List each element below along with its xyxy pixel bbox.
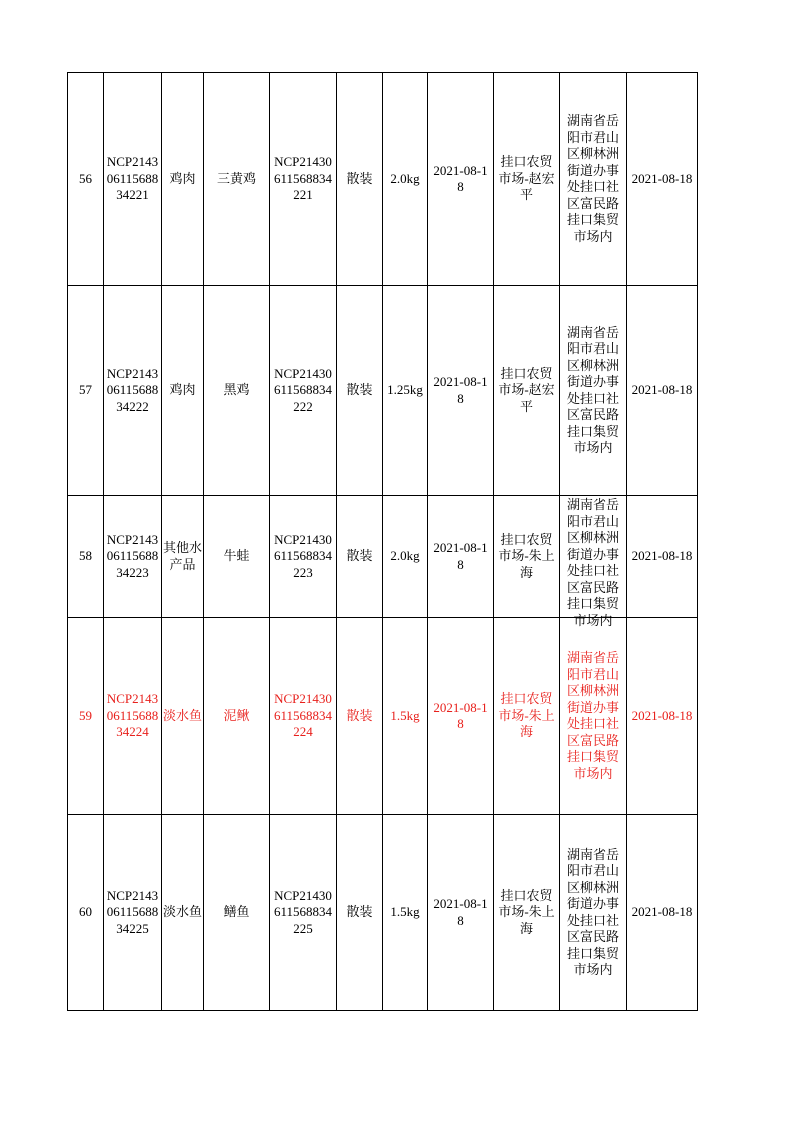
package-type: 散装	[337, 496, 383, 618]
sampling-date: 2021-08-18	[428, 73, 494, 286]
market-name: 挂口农贸市场-朱上海	[494, 496, 560, 618]
sample-id: NCP214306115688 34221	[104, 73, 162, 286]
package-type: 散装	[337, 815, 383, 1011]
row-number: 60	[68, 815, 104, 1011]
sample-name: 泥鳅	[204, 618, 270, 815]
package-type: 散装	[337, 618, 383, 815]
sample-code: NCP21430 611568834 221	[270, 73, 337, 286]
sample-code: NCP21430 611568834 223	[270, 496, 337, 618]
sample-name: 三黄鸡	[204, 73, 270, 286]
market-name: 挂口农贸市场-赵宏平	[494, 286, 560, 496]
sample-weight: 1.5kg	[383, 815, 428, 1011]
report-date: 2021-08-18	[627, 286, 698, 496]
market-name: 挂口农贸市场-朱上海	[494, 618, 560, 815]
sample-id: NCP214306115688 34223	[104, 496, 162, 618]
sample-id: NCP214306115688 34222	[104, 286, 162, 496]
table-row	[68, 73, 698, 286]
report-date: 2021-08-18	[627, 496, 698, 618]
sample-weight: 2.0kg	[383, 496, 428, 618]
market-address: 湖南省岳阳市君山区柳林洲街道办事处挂口社区富民路挂口集贸市场内	[560, 73, 627, 286]
food-category: 鸡肉	[162, 73, 204, 286]
market-address: 湖南省岳阳市君山区柳林洲街道办事处挂口社区富民路挂口集贸市场内	[560, 815, 627, 1011]
sample-id: NCP214306115688 34225	[104, 815, 162, 1011]
sampling-date: 2021-08-18	[428, 815, 494, 1011]
sample-code: NCP21430 611568834 225	[270, 815, 337, 1011]
table-row-highlighted	[68, 618, 698, 815]
sample-weight: 1.25kg	[383, 286, 428, 496]
sample-weight: 2.0kg	[383, 73, 428, 286]
row-number: 56	[68, 73, 104, 286]
report-date: 2021-08-18	[627, 815, 698, 1011]
food-category: 其他水产品	[162, 496, 204, 618]
sampling-date: 2021-08-18	[428, 286, 494, 496]
food-category: 鸡肉	[162, 286, 204, 496]
report-date: 2021-08-18	[627, 618, 698, 815]
table-row	[68, 496, 698, 618]
food-category: 淡水鱼	[162, 815, 204, 1011]
row-number: 59	[68, 618, 104, 815]
sample-name: 牛蛙	[204, 496, 270, 618]
sampling-table	[67, 72, 698, 1011]
table-row	[68, 815, 698, 1011]
row-number: 57	[68, 286, 104, 496]
package-type: 散装	[337, 73, 383, 286]
sample-id: NCP214306115688 34224	[104, 618, 162, 815]
package-type: 散装	[337, 286, 383, 496]
market-address: 湖南省岳阳市君山区柳林洲街道办事处挂口社区富民路挂口集贸市场内	[560, 286, 627, 496]
table-row	[68, 286, 698, 496]
sample-code: NCP21430 611568834 224	[270, 618, 337, 815]
market-address: 湖南省岳阳市君山区柳林洲街道办事处挂口社区富民路挂口集贸市场内	[560, 496, 627, 618]
sampling-date: 2021-08-18	[428, 496, 494, 618]
sample-name: 鳝鱼	[204, 815, 270, 1011]
market-name: 挂口农贸市场-赵宏平	[494, 73, 560, 286]
sampling-date: 2021-08-18	[428, 618, 494, 815]
food-category: 淡水鱼	[162, 618, 204, 815]
sample-code: NCP21430 611568834 222	[270, 286, 337, 496]
sample-name: 黑鸡	[204, 286, 270, 496]
market-name: 挂口农贸市场-朱上海	[494, 815, 560, 1011]
sample-weight: 1.5kg	[383, 618, 428, 815]
row-number: 58	[68, 496, 104, 618]
report-date: 2021-08-18	[627, 73, 698, 286]
market-address: 湖南省岳阳市君山区柳林洲街道办事处挂口社区富民路挂口集贸市场内	[560, 618, 627, 815]
